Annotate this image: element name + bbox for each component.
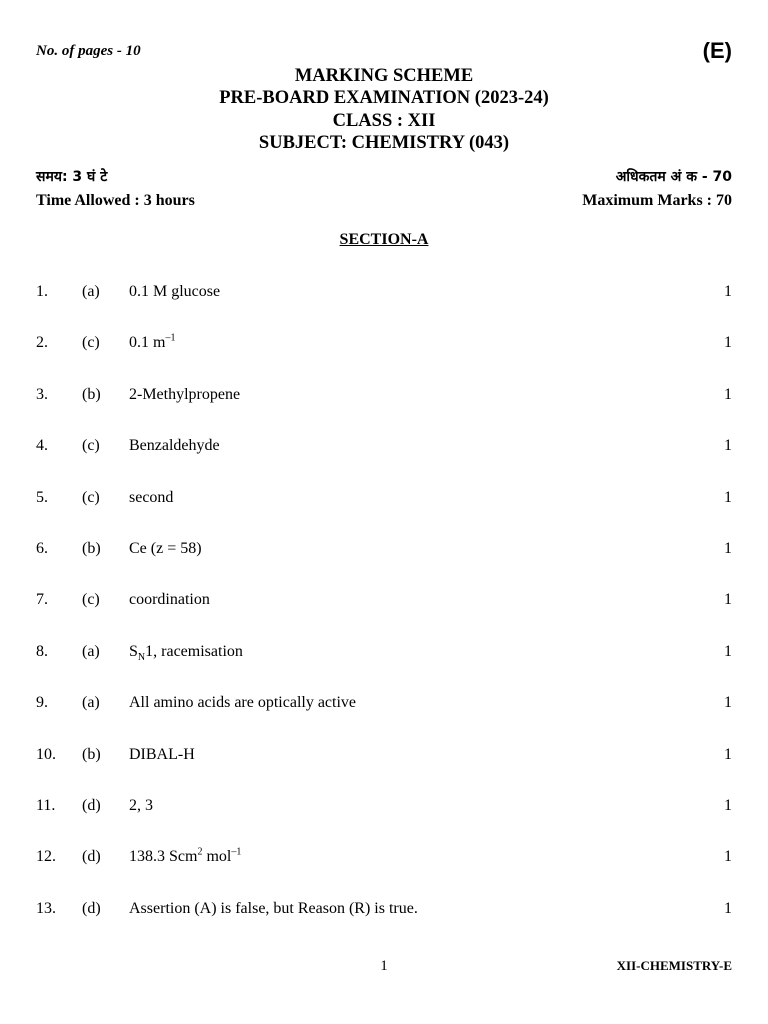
answer-row: [0, 283, 768, 307]
answer-text: 2, 3: [129, 797, 153, 814]
answer-mark: 1: [724, 489, 732, 506]
answer-mark: 1: [724, 334, 732, 351]
hindi-time: समय: 3 घं टे: [36, 169, 108, 185]
answer-mark: 1: [724, 540, 732, 557]
hindi-marks: अधिकतम अं क - 70: [615, 169, 732, 185]
answer-text: Assertion (A) is false, but Reason (R) is true.: [129, 900, 418, 917]
answer-text: 138.3 Scm$^2$ mol$^{-1}$: [129, 846, 242, 865]
answer-row: [0, 437, 768, 461]
answer-row: [0, 386, 768, 410]
answer-option: (b): [82, 746, 101, 763]
page-number: 1: [380, 958, 388, 974]
answer-text: 0.1 M glucose: [129, 283, 221, 300]
answer-row: [0, 643, 768, 667]
question-number: 8.: [36, 643, 48, 660]
answer-option: (d): [82, 797, 101, 814]
answer-mark: 1: [724, 437, 732, 454]
maximum-marks: Maximum Marks : 70: [582, 192, 732, 209]
answer-text: $S_N1$, racemisation: [129, 643, 243, 664]
answer-row: [0, 848, 768, 872]
answer-text: 0.1 $m^{-1}$: [129, 332, 176, 351]
question-number: 4.: [36, 437, 48, 454]
answer-option: (d): [82, 848, 101, 865]
subject-title: SUBJECT: CHEMISTRY (043): [258, 133, 510, 153]
answer-row: [0, 900, 768, 924]
exam-title: PRE-BOARD EXAMINATION (2023-24): [219, 88, 549, 108]
answer-row: [0, 694, 768, 718]
answer-option: (c): [82, 489, 100, 506]
answer-option: (a): [82, 643, 100, 660]
page-count: No. of pages - 10: [36, 43, 141, 59]
time-allowed: Time Allowed : 3 hours: [36, 192, 195, 209]
answer-mark: 1: [724, 643, 732, 660]
question-number: 11.: [36, 797, 56, 814]
question-number: 9.: [36, 694, 48, 711]
class-title: CLASS : XII: [332, 111, 436, 131]
doc-title: MARKING SCHEME: [294, 66, 474, 86]
answer-row: [0, 746, 768, 770]
answer-row: [0, 489, 768, 513]
answer-mark: 1: [724, 848, 732, 865]
answer-option: (c): [82, 591, 100, 608]
answer-mark: 1: [724, 694, 732, 711]
answer-text: second: [129, 489, 174, 506]
question-number: 7.: [36, 591, 48, 608]
answer-row: [0, 540, 768, 564]
answer-option: (c): [82, 437, 100, 454]
question-number: 12.: [36, 848, 56, 865]
answer-mark: 1: [724, 591, 732, 608]
question-number: 1.: [36, 283, 48, 300]
answer-mark: 1: [724, 900, 732, 917]
paper-code: (E): [702, 38, 732, 63]
answer-text: Benzaldehyde: [129, 437, 220, 454]
answer-option: (a): [82, 283, 100, 300]
answer-text: coordination: [129, 591, 210, 608]
answer-option: (a): [82, 694, 100, 711]
answer-row: [0, 591, 768, 615]
question-number: 2.: [36, 334, 48, 351]
answer-text: All amino acids are optically active: [129, 694, 357, 711]
answer-mark: 1: [724, 746, 732, 763]
answer-option: (c): [82, 334, 100, 351]
answer-mark: 1: [724, 283, 732, 300]
question-number: 3.: [36, 386, 48, 403]
answer-text: 2-Methylpropene: [129, 386, 241, 403]
footer-code: XII-CHEMISTRY-E: [616, 958, 732, 973]
answer-option: (b): [82, 386, 101, 403]
question-number: 10.: [36, 746, 56, 763]
answer-mark: 1: [724, 386, 732, 403]
answer-option: (d): [82, 900, 101, 917]
answer-option: (b): [82, 540, 101, 557]
question-number: 6.: [36, 540, 48, 557]
answer-row: [0, 334, 768, 358]
answer-text: Ce (z = 58): [129, 540, 202, 557]
answer-mark: 1: [724, 797, 732, 814]
answer-text: DIBAL-H: [129, 746, 195, 763]
question-number: 5.: [36, 489, 48, 506]
answer-row: [0, 797, 768, 821]
section-heading: SECTION-A: [339, 231, 429, 248]
question-number: 13.: [36, 900, 56, 917]
